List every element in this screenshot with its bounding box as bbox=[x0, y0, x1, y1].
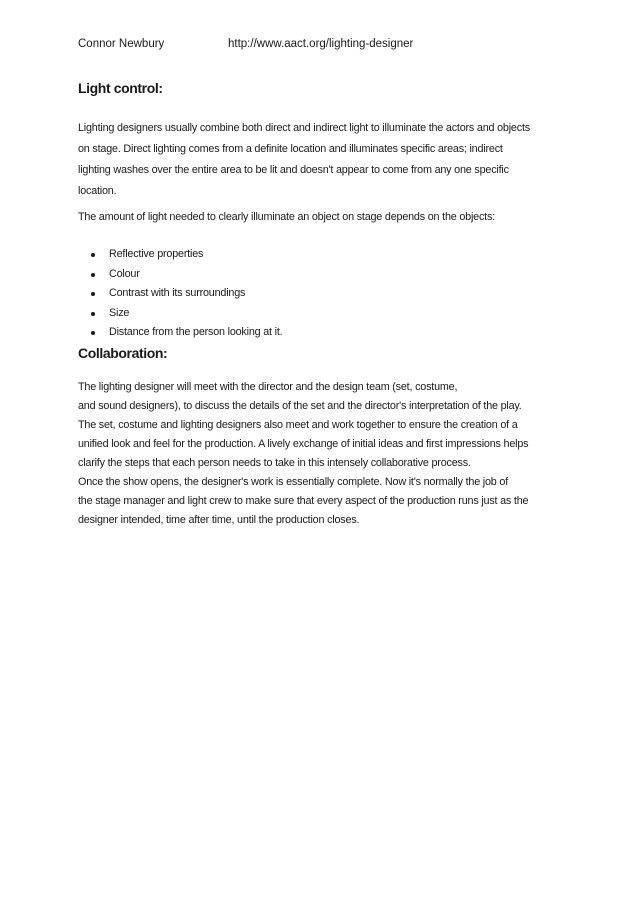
list-item-text: Reflective properties bbox=[109, 248, 204, 260]
section-heading-collaboration: Collaboration: bbox=[78, 345, 168, 361]
paragraph-line: on stage. Direct lighting comes from a definite location and illuminates specific areas; indirect bbox=[78, 143, 503, 155]
paragraph-line: Once the show opens, the designer's work is essentially complete. Now it's normally the job of bbox=[78, 476, 509, 488]
list-item bbox=[78, 265, 282, 285]
paragraph-line: The lighting designer will meet with the director and the design team (set, costume, bbox=[78, 381, 458, 393]
paragraph-line: The set, costume and lighting designers also meet and work together to ensure the creation of a bbox=[78, 419, 518, 431]
list-item bbox=[78, 245, 282, 265]
header-author: Connor Newbury bbox=[78, 38, 165, 50]
list-item bbox=[78, 304, 282, 324]
paragraph-amount-of-light bbox=[78, 207, 578, 228]
bullet-icon bbox=[91, 292, 95, 296]
section-heading-light-control: Light control: bbox=[78, 80, 163, 96]
bullet-icon bbox=[91, 253, 95, 257]
paragraph-line: Lighting designers usually combine both direct and indirect light to illuminate the actors and objects bbox=[78, 122, 530, 134]
paragraph-line: designer intended, time after time, until the production closes. bbox=[78, 514, 360, 526]
list-item-text: Distance from the person looking at it. bbox=[109, 326, 283, 338]
paragraph-line: The amount of light needed to clearly illuminate an object on stage depends on the objects: bbox=[78, 211, 495, 223]
paragraph-line: lighting washes over the entire area to be lit and doesn't appear to come from any one specific bbox=[78, 164, 509, 176]
paragraph-line: the stage manager and light crew to make sure that every aspect of the production runs just as the bbox=[78, 495, 529, 507]
paragraph-line: and sound designers), to discuss the details of the set and the director's interpretation of the play. bbox=[78, 400, 522, 412]
paragraph-line: clarify the steps that each person needs to take in this intensely collaborative process. bbox=[78, 457, 471, 469]
bullet-icon bbox=[91, 312, 95, 316]
list-item-text: Size bbox=[109, 306, 130, 319]
list-item bbox=[78, 323, 282, 343]
list-item bbox=[78, 284, 282, 304]
bullet-icon bbox=[91, 331, 95, 335]
bullet-list-object-properties bbox=[78, 245, 282, 343]
paragraph-light-control bbox=[78, 118, 578, 202]
paragraph-line: location. bbox=[78, 185, 117, 197]
list-item-text: Colour bbox=[109, 267, 140, 280]
bullet-icon bbox=[91, 273, 95, 277]
paragraph-line: unified look and feel for the production. A lively exchange of initial ideas and first impressions helps bbox=[78, 438, 529, 450]
header-url: http://www.aact.org/lighting-designer bbox=[228, 38, 414, 50]
paragraph-collaboration bbox=[78, 378, 578, 530]
list-item-text: Contrast with its surroundings bbox=[109, 287, 246, 299]
